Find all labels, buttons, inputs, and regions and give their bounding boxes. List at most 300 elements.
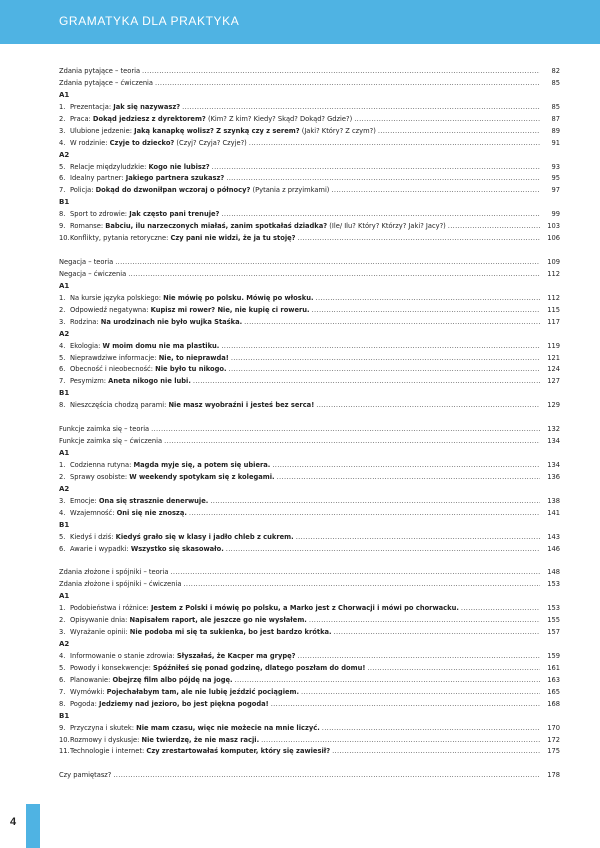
toc-item[interactable]: [59, 532, 560, 544]
toc-entry-text: Negacja – ćwiczenia: [59, 269, 127, 278]
item-text: [70, 735, 259, 747]
toc-page-number: 138: [547, 496, 560, 505]
item-number: 1.: [59, 102, 66, 111]
item-example: Oni się nie znoszą.: [116, 508, 187, 517]
item-number: 1.: [59, 460, 66, 469]
toc-page-number: 134: [547, 460, 560, 469]
toc-entry-text: Zdania pytające – teoria: [59, 67, 141, 75]
toc-item[interactable]: [59, 472, 560, 484]
item-number: 5.: [59, 353, 66, 362]
toc-page-number: 117: [547, 317, 560, 326]
item-text: [70, 233, 296, 245]
toc-item[interactable]: [59, 305, 560, 317]
item-number: 6.: [59, 544, 66, 553]
item-example: Nie podoba mi się ta sukienka, bo jest bardzo krótka.: [129, 628, 332, 637]
item-example: Nie, to nieprawda!: [158, 353, 229, 362]
leader-dots: [210, 496, 540, 508]
item-text: [70, 305, 310, 317]
toc-page-number: 119: [547, 341, 560, 350]
toc-page-number: 157: [547, 628, 560, 637]
item-number: 2.: [59, 114, 66, 123]
leader-dots: [193, 376, 540, 388]
item-topic: Rozmowy i dyskusje:: [70, 735, 142, 744]
item-text: [70, 615, 307, 627]
item-text: [70, 532, 294, 544]
item-topic: Nieszczęścia chodzą parami:: [70, 401, 169, 410]
item-example: Babciu, ilu narzeczonych miałaś, zanim spotkałaś dziadka?: [105, 222, 328, 231]
toc-item[interactable]: [59, 209, 560, 221]
item-topic: Policja:: [70, 186, 96, 195]
item-topic: Pesymizm:: [70, 377, 109, 386]
toc-item[interactable]: [59, 293, 560, 305]
item-number: 11.: [59, 747, 70, 756]
leader-dots: [271, 699, 540, 711]
leader-dots: [142, 66, 540, 78]
toc-item[interactable]: [59, 233, 560, 245]
section-gap: [59, 245, 560, 257]
toc-item[interactable]: [59, 615, 560, 627]
item-example: Kupisz mi rower? Nie, nie kupię ci roweru.: [150, 305, 310, 314]
toc-entry-text: Zdania pytające – ćwiczenia: [59, 78, 154, 87]
item-text: [70, 209, 219, 221]
leader-dots: [461, 603, 540, 615]
item-number: 10.: [59, 234, 70, 243]
item-example: Ona się strasznie denerwuje.: [98, 496, 209, 505]
item-example: Kogo nie lubisz?: [148, 162, 210, 171]
leader-dots: [244, 317, 540, 329]
leader-dots: [249, 138, 540, 150]
toc-page-number: 91: [551, 138, 560, 147]
leader-dots: [378, 126, 540, 138]
toc-section-entry[interactable]: [59, 567, 560, 579]
item-topic: Podobieństwa i różnice:: [70, 604, 151, 613]
item-example: Dokąd do dzwoniłpan wczoraj o północy?: [95, 186, 251, 195]
toc-entry-text: Negacja – teoria: [59, 258, 114, 266]
item-topic: Praca:: [70, 114, 93, 123]
item-topic: Emocje:: [70, 496, 99, 505]
toc-item[interactable]: [59, 376, 560, 388]
item-number: 8.: [59, 210, 66, 219]
toc-item[interactable]: [59, 221, 560, 233]
item-note: (Kim? Z kim? Kiedy? Skąd? Dokąd? Gdzie?): [205, 114, 353, 123]
item-example: Jak się nazywasz?: [113, 102, 181, 111]
toc-item[interactable]: [59, 496, 560, 508]
toc-page-number: 153: [547, 580, 560, 589]
item-example: Kiedyś grało się w klasy i jadło chleb z cukrem.: [115, 532, 294, 541]
toc-page-number: 85: [551, 78, 560, 87]
toc-entry-text: Funkcje zaimka się – teoria: [59, 425, 150, 434]
toc-page-number: 172: [547, 735, 560, 744]
item-topic: Planowanie:: [70, 675, 113, 684]
toc-section-entry[interactable]: [59, 436, 560, 448]
level-heading: B1: [59, 389, 70, 398]
item-topic: Idealny partner:: [70, 174, 126, 183]
toc-section-entry[interactable]: [59, 269, 560, 281]
item-number: 2.: [59, 616, 66, 625]
toc-item[interactable]: [59, 627, 560, 639]
leader-dots: [296, 532, 540, 544]
toc-page-number: 178: [547, 771, 560, 780]
leader-dots: [309, 615, 540, 627]
item-text: [70, 221, 446, 233]
leader-dots: [277, 472, 540, 484]
section-gap: [59, 555, 560, 567]
item-number: 7.: [59, 186, 66, 195]
leader-dots: [115, 257, 540, 269]
item-topic: Kiedyś i dziś:: [70, 532, 116, 541]
toc-item[interactable]: [59, 317, 560, 329]
item-number: 9.: [59, 723, 66, 732]
toc-item[interactable]: [59, 603, 560, 615]
toc-page-number: 143: [547, 532, 560, 541]
leader-dots: [155, 78, 540, 90]
item-example: Jakiego partnera szukasz?: [125, 174, 225, 183]
item-example: Słyszałaś, że Kacper ma grypę?: [176, 651, 296, 660]
leader-dots: [298, 651, 540, 663]
toc-page-number: 161: [547, 663, 560, 672]
leader-dots: [312, 305, 540, 317]
section-gap: [59, 758, 560, 770]
leader-dots: [221, 209, 540, 221]
level-heading: A1: [59, 449, 70, 457]
toc-item[interactable]: [59, 162, 560, 174]
header-title: GRAMATYKA DLA PRAKTYKA: [59, 14, 240, 28]
item-topic: Przyczyna i skutek:: [70, 723, 137, 732]
level-heading: B1: [59, 711, 70, 720]
leader-dots: [367, 663, 540, 675]
item-number: 2.: [59, 472, 66, 481]
item-text: [70, 341, 219, 353]
toc-item[interactable]: [59, 102, 560, 114]
item-topic: Technologie i internet:: [70, 747, 147, 756]
item-example: Nie mam czasu, więc nie możecie na mnie liczyć.: [136, 723, 320, 732]
toc-page-number: 168: [547, 699, 560, 708]
toc-page-number: 106: [547, 234, 560, 243]
item-text: [70, 687, 299, 699]
item-topic: Sprawy osobiste:: [70, 472, 130, 481]
leader-dots: [183, 579, 540, 591]
leader-dots: [170, 567, 540, 579]
toc-item[interactable]: [59, 173, 560, 185]
item-text: [70, 138, 247, 150]
toc-item[interactable]: [59, 651, 560, 663]
leader-dots: [229, 364, 540, 376]
item-example: Czy zrestartowałaś komputer, który się zawiesił?: [146, 747, 331, 756]
item-topic: Ekologia:: [70, 341, 103, 350]
item-example: Nie twierdzę, że nie masz racji.: [141, 735, 260, 744]
item-text: [70, 627, 332, 639]
item-number: 10.: [59, 735, 70, 744]
toc-item[interactable]: [59, 699, 560, 711]
item-topic: Relacje międzyludzkie:: [70, 162, 149, 171]
level-heading: A1: [59, 281, 70, 290]
item-number: 2.: [59, 305, 66, 314]
item-text: [70, 353, 229, 365]
toc-item[interactable]: [59, 663, 560, 675]
leader-dots: [189, 508, 540, 520]
toc-page-number: 134: [547, 437, 560, 446]
item-example: Nie było tu nikogo.: [155, 365, 227, 374]
item-text: [70, 723, 320, 735]
leader-dots: [182, 102, 540, 114]
item-topic: Sport to zdrowie:: [70, 210, 130, 219]
item-text: [70, 746, 330, 758]
toc-page-number: 89: [551, 126, 560, 135]
leader-dots: [261, 735, 540, 747]
leader-dots: [272, 460, 540, 472]
item-number: 5.: [59, 532, 66, 541]
level-heading: B1: [59, 198, 70, 207]
item-topic: Konflikty, pytania retoryczne:: [70, 234, 171, 243]
leader-dots: [316, 293, 541, 305]
toc-section-entry[interactable]: [59, 257, 560, 269]
item-example: Obejrzę film albo pójdę na jogę.: [112, 675, 233, 684]
leader-dots: [128, 269, 540, 281]
item-note: (Ile/ Ilu? Który? Którzy? Jaki? Jacy?): [327, 222, 446, 231]
item-example: Czy pani nie widzi, że ja tu stoję?: [170, 234, 296, 243]
item-example: Napisałem raport, ale jeszcze go nie wysłałem.: [129, 616, 307, 625]
toc-page-number: 148: [547, 568, 560, 577]
leader-dots: [212, 162, 540, 174]
item-topic: W rodzinie:: [70, 138, 110, 147]
toc-item[interactable]: [59, 364, 560, 376]
item-text: [70, 651, 296, 663]
item-number: 4.: [59, 138, 66, 147]
item-number: 1.: [59, 604, 66, 613]
toc-item[interactable]: [59, 353, 560, 365]
item-example: Jestem z Polski i mówię po polsku, a Marko jest z Chorwacji i mówi po chorwacku.: [150, 604, 459, 613]
toc-item[interactable]: [59, 460, 560, 472]
item-example: Na urodzinach nie było wujka Staśka.: [100, 317, 243, 326]
leader-dots: [235, 675, 540, 687]
leader-dots: [221, 341, 540, 353]
item-topic: Na kursie języka polskiego:: [70, 293, 164, 302]
item-topic: Wzajemność:: [70, 508, 117, 517]
item-number: 4.: [59, 341, 66, 350]
item-number: 4.: [59, 651, 66, 660]
toc-page-number: 97: [551, 186, 560, 195]
item-topic: Ulubione jedzenie:: [70, 126, 135, 135]
item-text: [70, 185, 329, 197]
toc-item[interactable]: [59, 114, 560, 126]
toc-entry-text: Czy pamiętasz?: [59, 771, 112, 780]
toc-section-entry[interactable]: [59, 424, 560, 436]
toc-item[interactable]: [59, 675, 560, 687]
leader-dots: [332, 746, 540, 758]
toc-page-number: 132: [547, 425, 560, 434]
toc-section-entry[interactable]: [59, 78, 560, 90]
toc-page-number: 159: [547, 651, 560, 660]
level-heading: A2: [59, 150, 70, 159]
toc-item[interactable]: [59, 138, 560, 150]
toc-entry-text: Zdania złożone i spójniki – teoria: [59, 568, 169, 577]
toc-item[interactable]: [59, 126, 560, 138]
item-text: [70, 293, 314, 305]
item-note: (Pytania z przyimkami): [250, 186, 330, 195]
toc-page-number: 112: [547, 293, 560, 302]
toc-page-number: 99: [551, 210, 560, 219]
toc-page-number: 95: [551, 174, 560, 183]
leader-dots: [113, 770, 540, 782]
item-example: Magda myje się, a potem się ubiera.: [133, 460, 271, 469]
toc-final-entry[interactable]: [59, 770, 560, 782]
leader-dots: [331, 185, 540, 197]
leader-dots: [301, 687, 540, 699]
item-text: [70, 376, 191, 388]
item-note: (Jaki? Który? Z czym?): [299, 126, 376, 135]
item-number: 3.: [59, 496, 66, 505]
item-text: [70, 114, 352, 126]
item-number: 6.: [59, 365, 66, 374]
item-text: [70, 544, 224, 556]
item-example: Nie mówię po polsku. Mówię po włosku.: [163, 293, 314, 302]
leader-dots: [448, 221, 540, 233]
item-topic: Nieprawdziwe informacje:: [70, 353, 159, 362]
level-heading: A2: [59, 329, 70, 338]
item-example: Jaką kanapkę wolisz? Z szynką czy z serem?: [134, 126, 300, 135]
leader-dots: [354, 114, 540, 126]
toc-page-number: 175: [547, 747, 560, 756]
toc-page-number: 163: [547, 675, 560, 684]
leader-dots: [334, 627, 540, 639]
item-number: 6.: [59, 675, 66, 684]
toc-item[interactable]: [59, 508, 560, 520]
toc-item[interactable]: [59, 400, 560, 412]
item-text: [70, 699, 269, 711]
item-text: [70, 663, 365, 675]
item-topic: Wymówki:: [70, 687, 107, 696]
item-number: 3.: [59, 628, 66, 637]
toc-page-number: 127: [547, 377, 560, 386]
item-text: [70, 173, 224, 185]
level-heading: A2: [59, 640, 70, 648]
leader-dots: [231, 353, 540, 365]
section-gap: [59, 412, 560, 424]
toc-page-number: 129: [547, 401, 560, 410]
item-topic: Pogoda:: [70, 699, 99, 708]
item-topic: Codzienna rutyna:: [70, 460, 134, 469]
leader-dots: [164, 436, 540, 448]
toc-item[interactable]: [59, 687, 560, 699]
item-number: 5.: [59, 663, 66, 672]
item-example: Spóźniłeś się ponad godzinę, dlatego poszłam do domu!: [153, 663, 366, 672]
item-text: [70, 496, 208, 508]
item-number: 7.: [59, 377, 66, 386]
item-topic: Prezentacja:: [70, 102, 114, 111]
toc-item[interactable]: [59, 746, 560, 758]
item-example: Pojechałabym tam, ale nie lubię jeździć pociągiem.: [106, 687, 300, 696]
item-topic: Awarie i wypadki:: [70, 544, 131, 553]
item-number: 8.: [59, 401, 66, 410]
level-heading: B1: [59, 520, 70, 529]
item-example: W moim domu nie ma plastiku.: [102, 341, 220, 350]
item-example: Aneta nikogo nie lubi.: [108, 377, 191, 386]
table-of-contents: [59, 66, 560, 782]
toc-item[interactable]: [59, 544, 560, 556]
item-topic: Wyrażanie opinii:: [70, 628, 130, 637]
page-number: 4: [10, 816, 17, 828]
leader-dots: [226, 173, 540, 185]
toc-page-number: 153: [547, 604, 560, 613]
item-topic: Rodzina:: [70, 317, 101, 326]
item-number: 3.: [59, 126, 66, 135]
item-example: Czyje to dziecko?: [109, 138, 175, 147]
item-number: 8.: [59, 699, 66, 708]
toc-page-number: 165: [547, 687, 560, 696]
leader-dots: [151, 424, 540, 436]
toc-page-number: 155: [547, 616, 560, 625]
item-note: (Czyj? Czyja? Czyje?): [174, 138, 247, 147]
page-side-bar: [26, 804, 40, 848]
leader-dots: [316, 400, 540, 412]
toc-item[interactable]: [59, 723, 560, 735]
toc-entry-text: Funkcje zaimka się – ćwiczenia: [59, 437, 163, 446]
level-heading: A2: [59, 484, 70, 493]
toc-page-number: 124: [547, 365, 560, 374]
item-example: W weekendy spotykam się z kolegami.: [129, 472, 275, 481]
item-text: [70, 603, 459, 615]
toc-page-number: 85: [551, 102, 560, 111]
item-topic: Romanse:: [70, 222, 106, 231]
toc-entry-text: Zdania złożone i spójniki – ćwiczenia: [59, 580, 182, 589]
level-heading: A1: [59, 90, 70, 99]
item-example: Jedziemy nad jezioro, bo jest piękna pogoda!: [98, 699, 269, 708]
toc-page-number: 141: [547, 508, 560, 517]
item-text: [70, 508, 187, 520]
item-number: 7.: [59, 687, 66, 696]
item-text: [70, 162, 210, 174]
item-text: [70, 102, 180, 114]
item-topic: Powody i konsekwencje:: [70, 663, 154, 672]
toc-page-number: 87: [551, 114, 560, 123]
toc-page-number: 121: [547, 353, 560, 362]
toc-page-number: 170: [547, 723, 560, 732]
item-number: 9.: [59, 222, 66, 231]
item-topic: Informowanie o stanie zdrowia:: [70, 651, 177, 660]
item-text: [70, 472, 275, 484]
toc-item[interactable]: [59, 185, 560, 197]
item-example: Dokąd jedziesz z dyrektorem?: [92, 114, 206, 123]
toc-item[interactable]: [59, 735, 560, 747]
item-text: [70, 400, 314, 412]
item-number: 5.: [59, 162, 66, 171]
toc-section-entry[interactable]: [59, 579, 560, 591]
item-text: [70, 317, 242, 329]
toc-section-entry[interactable]: [59, 66, 560, 78]
leader-dots: [226, 544, 540, 556]
item-text: [70, 126, 376, 138]
item-number: 1.: [59, 293, 66, 302]
item-number: 6.: [59, 174, 66, 183]
item-example: Jak często pani trenuje?: [129, 210, 220, 219]
toc-page-number: 115: [547, 305, 560, 314]
item-number: 3.: [59, 317, 66, 326]
toc-page-number: 82: [551, 67, 560, 75]
toc-page-number: 136: [547, 472, 560, 481]
item-text: [70, 364, 227, 376]
item-topic: Odpowiedź negatywna:: [70, 305, 151, 314]
level-heading: A1: [59, 592, 70, 601]
item-text: [70, 460, 270, 472]
toc-page-number: 112: [547, 269, 560, 278]
item-topic: Opisywanie dnia:: [70, 616, 130, 625]
leader-dots: [298, 233, 540, 245]
item-example: Nie masz wyobraźni i jesteś bez serca!: [168, 401, 315, 410]
toc-page-number: 103: [547, 222, 560, 231]
toc-page-number: 93: [551, 162, 560, 171]
item-number: 4.: [59, 508, 66, 517]
toc-item[interactable]: [59, 341, 560, 353]
